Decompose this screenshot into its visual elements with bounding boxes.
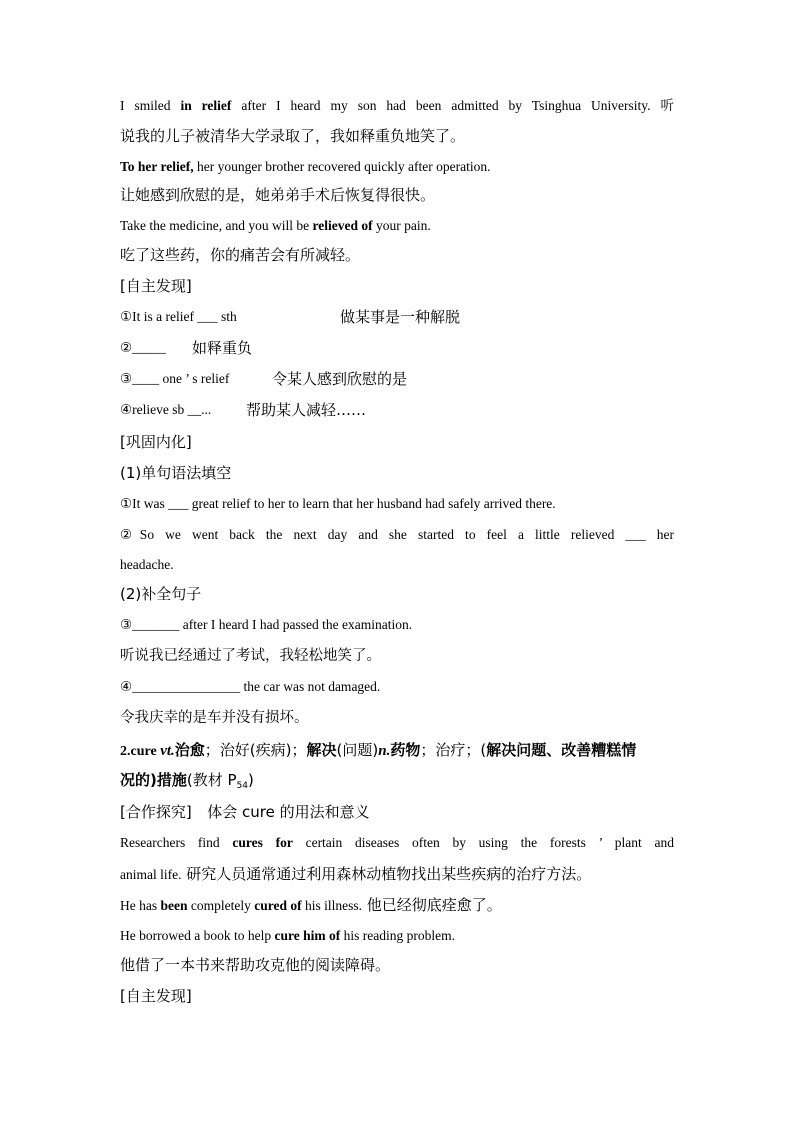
example-cure-him-of-translation: 他借了一本书来帮助攻克他的阅读障碍。 bbox=[120, 956, 391, 974]
discovery-item-3: ③____ one ’ s relief 令某人感到欣慰的是 bbox=[120, 370, 408, 388]
example-to-her-relief: To her relief, her younger brother recovered quickly after operation. bbox=[120, 159, 491, 174]
word-entry-cure-continued: 况的)措施(教材 $P_{54}$) bbox=[120, 771, 254, 791]
example-cure-him-of: He borrowed a book to help cure him of his reading problem. bbox=[120, 928, 455, 943]
section-heading-consolidation: [巩固内化] bbox=[120, 433, 192, 451]
example-to-her-relief-translation: 让她感到欣慰的是，她弟弟手术后恢复得很快。 bbox=[120, 186, 436, 204]
exercise-3: ③_______ after I heard I had passed the examination. bbox=[120, 617, 413, 632]
example-relieved-of: Take the medicine, and you will be relieved of your pain. bbox=[120, 218, 431, 233]
discovery-item-4: ④relieve sb __... 帮助某人减轻…… bbox=[120, 401, 367, 419]
subsection-complete-sentences: (2)补全句子 bbox=[120, 585, 202, 603]
exercise-4: ④________________ the car was not damaged. bbox=[120, 679, 381, 694]
discovery-item-2: ②_____ 如释重负 bbox=[120, 339, 253, 357]
word-entry-cure: 2.cure vt.治愈；治好(疾病)；解决(问题)n.药物；治疗；(解决问题、改善糟糕情 bbox=[120, 741, 637, 759]
section-heading-cooperation: [合作探究] 体会 cure 的用法和意义 bbox=[120, 803, 370, 821]
exercise-4-translation: 令我庆幸的是车并没有损坏。 bbox=[120, 710, 309, 726]
example-in-relief: I smiled in relief after I heard my son had been admitted by Tsinghua University. 听 bbox=[120, 98, 674, 113]
exercise-1: ①It was ___ great relief to her to learn that her husband had safely arrived there. bbox=[120, 496, 556, 511]
exercise-2: ②So we went back the next day and she started to feel a little relieved ___ her bbox=[120, 527, 674, 542]
example-cured-of: He has been completely cured of his illness. 他已经彻底痊愈了。 bbox=[120, 896, 502, 914]
example-cures-for-continued: animal life. 研究人员通常通过利用森林动植物找出某些疾病的治疗方法。 bbox=[120, 865, 592, 883]
exercise-3-translation: 听说我已经通过了考试，我轻松地笑了。 bbox=[120, 648, 381, 664]
example-relieved-of-translation: 吃了这些药，你的痛苦会有所减轻。 bbox=[120, 246, 361, 264]
exercise-2-continued: headache. bbox=[120, 557, 174, 572]
section-heading-discovery-2: [自主发现] bbox=[120, 987, 192, 1005]
discovery-item-1: ①It is a relief ___ sth 做某事是一种解脱 bbox=[120, 308, 461, 326]
example-in-relief-translation: 说我的儿子被清华大学录取了，我如释重负地笑了。 bbox=[120, 127, 466, 145]
example-cures-for: Researchers find cures for certain diseases often by using the forests ’ plant and bbox=[120, 835, 674, 850]
subsection-grammar-fill: (1)单句语法填空 bbox=[120, 464, 232, 482]
section-heading-discovery: [自主发现] bbox=[120, 277, 192, 295]
